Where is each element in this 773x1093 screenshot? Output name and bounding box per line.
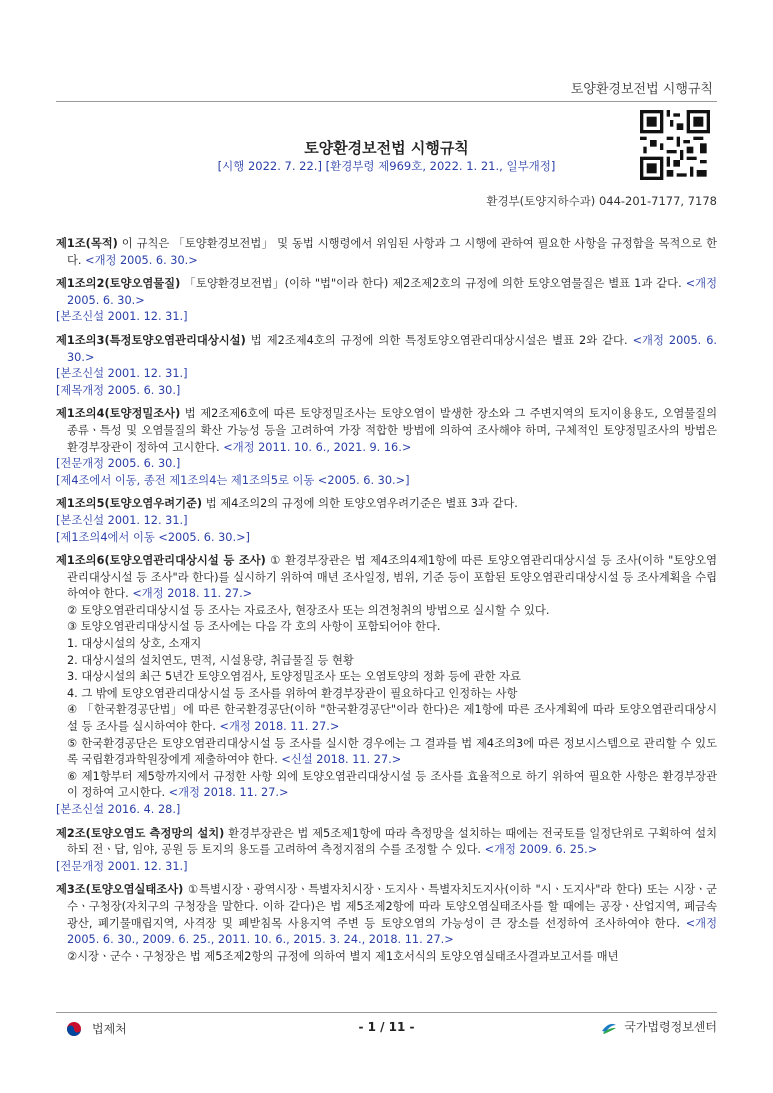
amendment-note: <개정 2005. 6. 30., 2009. 6. 25., 2011. 10. 6., 2015. 3. 24., 2018. 11. 27.> xyxy=(67,916,717,947)
clause-text: 4. 그 밖에 토양오염관리대상시설 등 조사를 위하여 환경부장관이 필요하다고 인정하는 사항 xyxy=(67,686,518,700)
article-text: ①특별시장ㆍ광역시장ㆍ특별자치시장ㆍ도지사ㆍ특별자치도지사(이하 "시ㆍ도지사"라 한다) 또는 시장ㆍ군수ㆍ구청장(자치구의 구청장을 말한다. 이하 같다)은 법 제5조제2항에 따라 토양오염실태조사를 할 때에는 공장ㆍ산업지역, 폐금속광산, 폐기물매립지역, 사격장 및 폐받침목 사용지역 주변 등 토양오염의 가능성이 큰 장소를 선정하여 조사하여야 한다. xyxy=(67,883,717,930)
article-text: 법 제4조의2의 규정에 의한 토양오염우려기준은 별표 3과 같다. xyxy=(205,497,518,511)
clause-text: ②시장ㆍ군수ㆍ구청장은 법 제5조제2항의 규정에 의하여 별지 제1호서식의 토양오염실태조사결과보고서를 매년 xyxy=(67,949,619,963)
article-clause xyxy=(56,736,717,769)
amendment-note: <개정 2018. 11. 27.> xyxy=(219,720,340,734)
amendment-note: <개정 2009. 6. 25.> xyxy=(484,843,598,857)
article-paragraph xyxy=(56,553,717,603)
document-subtitle: [시행 2022. 7. 22.] [환경부령 제969호, 2022. 1. 21., 일부개정] xyxy=(217,159,556,173)
article-text: 이 규칙은 「토양환경보전법」 및 동법 시행령에서 위임된 사항과 그 시행에 관하여 필요한 사항을 규정함을 목적으로 한다. xyxy=(67,237,717,267)
article-clause xyxy=(56,669,717,686)
article-title: 제1조의6(토양오염관리대상시설 등 조사) xyxy=(56,554,266,568)
article xyxy=(56,553,717,819)
article-paragraph xyxy=(56,333,717,366)
amendment-note: <신설 2018. 11. 27.> xyxy=(281,753,402,767)
article-title: 제1조의3(특정토양오염관리대상시설) xyxy=(56,333,246,347)
article xyxy=(56,496,717,546)
clause-text: 2. 대상시설의 설치연도, 면적, 시설용량, 취급물질 등 현황 xyxy=(67,653,354,667)
clause-text: ③ 토양오염관리대상시설 등 조사에는 다음 각 호의 사항이 포함되어야 한다. xyxy=(67,620,441,634)
article-clause xyxy=(56,769,717,802)
clause-text: ② 토양오염관리대상시설 등 조사는 자료조사, 현장조사 또는 의견청취의 방법으로 실시할 수 있다. xyxy=(67,603,550,617)
article-title: 제1조의5(토양오염우려기준) xyxy=(56,497,203,511)
article-clause xyxy=(56,949,717,966)
article-text: 환경부장관은 법 제5조제1항에 따라 측정망을 설치하는 때에는 전국토를 일정단위로 구획하여 설치하되 전ㆍ답, 임야, 공원 등 토지의 용도를 고려하여 측정지점의 수를 조정할 수 있다. xyxy=(67,826,717,857)
amendment-note: <개정 2018. 11. 27.> xyxy=(168,786,289,800)
article-text: 「토양환경보전법」(이하 "법"이라 한다) 제2조제2호의 규정에 의한 토양오염물질은 별표 1과 같다. xyxy=(184,277,682,291)
article-clause xyxy=(56,653,717,670)
article-title: 제1조(목적) xyxy=(56,237,118,250)
document-title: 토양환경보전법 시행규칙 xyxy=(304,139,469,157)
footer-right xyxy=(600,1018,717,1035)
amendment-note: <개정 2011. 10. 6., 2021. 9. 16.> xyxy=(223,440,412,454)
department-contact: 환경부(토양지하수과) 044-201-7177, 7178 xyxy=(486,194,717,208)
history-note: [본조신설 2016. 4. 28.] xyxy=(56,803,181,816)
amendment-note: <개정 2005. 6. 30.> xyxy=(67,333,718,364)
article xyxy=(56,276,717,326)
article-paragraph xyxy=(56,496,717,513)
footer-divider xyxy=(56,1012,717,1013)
article-paragraph xyxy=(56,406,717,456)
article xyxy=(56,406,717,489)
article-clause xyxy=(56,702,717,735)
page-number: - 1 / 11 - xyxy=(358,1020,415,1034)
running-header: 토양환경보전법 시행규칙 xyxy=(570,82,713,97)
amendment-note: <개정 2018. 11. 27.> xyxy=(132,587,253,601)
history-note: [본조신설 2001. 12. 31.] xyxy=(56,310,188,324)
article-paragraph xyxy=(56,882,717,948)
clause-text: ⑤ 한국환경공단은 토양오염관리대상시설 등 조사를 실시한 경우에는 그 결과를 법 제4조의3에 따른 정보시스템으로 관리할 수 있도록 국립환경과학원장에게 제출하여야 한다. xyxy=(67,736,717,767)
history-note: [전문개정 2005. 6. 30.] xyxy=(56,457,181,471)
amendment-note: <개정 2005. 6. 30.> xyxy=(67,277,717,307)
article-clause xyxy=(56,636,717,653)
article xyxy=(56,236,717,269)
footer-agency: 법제처 xyxy=(92,1022,127,1036)
article-title: 제1조의2(토양오염물질) xyxy=(56,277,181,291)
article xyxy=(56,826,717,876)
amendment-note: <개정 2005. 6. 30.> xyxy=(85,253,198,267)
law-center-logo-icon xyxy=(600,1019,618,1035)
article-text: ① 환경부장관은 법 제4조의4제1항에 따른 토양오염관리대상시설 등 조사(이하 "토양오염관리대상시설 등 조사"라 한다)를 실시하기 위하여 매년 조사일정, 범위, 기준 등이 포함된 토양오염관리대상시설 등 조사계획을 수립하여야 한다. xyxy=(67,554,717,601)
article-title: 제3조(토양오염실태조사) xyxy=(56,883,184,897)
article-clause xyxy=(56,603,717,620)
clause-text: 1. 대상시설의 상호, 소재지 xyxy=(67,637,202,651)
article-text: 법 제2조제4호의 규정에 의한 특정토양오염관리대상시설은 별표 2와 같다. xyxy=(250,333,628,347)
article-title: 제2조(토양오염도 측정망의 설치) xyxy=(56,826,225,840)
article-text: 법 제2조제6호에 따른 토양정밀조사는 토양오염이 발생한 장소와 그 주변지역의 토지이용용도, 오염물질의 종류ㆍ특성 및 오염물질의 확산 가능성 등을 고려하여 가장 적합한 방법에 의하여 조사해야 하며, 구체적인 토양정밀조사의 방법은 환경부장관이 정하여 고시한다. xyxy=(67,407,718,454)
history-note: [제4조에서 이동, 종전 제1조의4는 제1조의5로 이동 <2005. 6. 30.>] xyxy=(56,473,410,487)
header-divider xyxy=(56,101,717,102)
article-clause xyxy=(56,686,717,703)
article-paragraph xyxy=(56,276,717,309)
history-note: [전문개정 2001. 12. 31.] xyxy=(56,859,188,873)
history-note: [제1조의4에서 이동 <2005. 6. 30.>] xyxy=(56,530,250,544)
clause-text: ⑥ 제1항부터 제5항까지에서 규정한 사항 외에 토양오염관리대상시설 등 조사를 효율적으로 하기 위하여 필요한 사항은 환경부장관이 정하여 고시한다. xyxy=(67,769,717,800)
article-paragraph xyxy=(56,236,717,269)
clause-text: ④ 「한국환경공단법」에 따른 한국환경공단(이하 "한국환경공단"이라 한다)은 제1항에 따른 조사계획에 따라 토양오염관리대상시설 등 조사를 실시하여야 한다. xyxy=(67,703,717,734)
article xyxy=(56,333,717,399)
qr-code-icon xyxy=(640,110,710,180)
history-note: [본조신설 2001. 12. 31.] xyxy=(56,513,188,527)
article-clause xyxy=(56,619,717,636)
history-note: [제목개정 2005. 6. 30.] xyxy=(56,383,181,397)
footer-center-name: 국가법령정보센터 xyxy=(624,1020,717,1034)
article-title: 제1조의4(토양정밀조사) xyxy=(56,407,181,421)
clause-text: 3. 대상시설의 최근 5년간 토양오염검사, 토양정밀조사 또는 오염토양의 정화 등에 관한 자료 xyxy=(67,670,521,684)
document-body xyxy=(56,236,717,972)
article-paragraph xyxy=(56,826,717,859)
history-note: [본조신설 2001. 12. 31.] xyxy=(56,367,188,381)
article xyxy=(56,882,717,965)
